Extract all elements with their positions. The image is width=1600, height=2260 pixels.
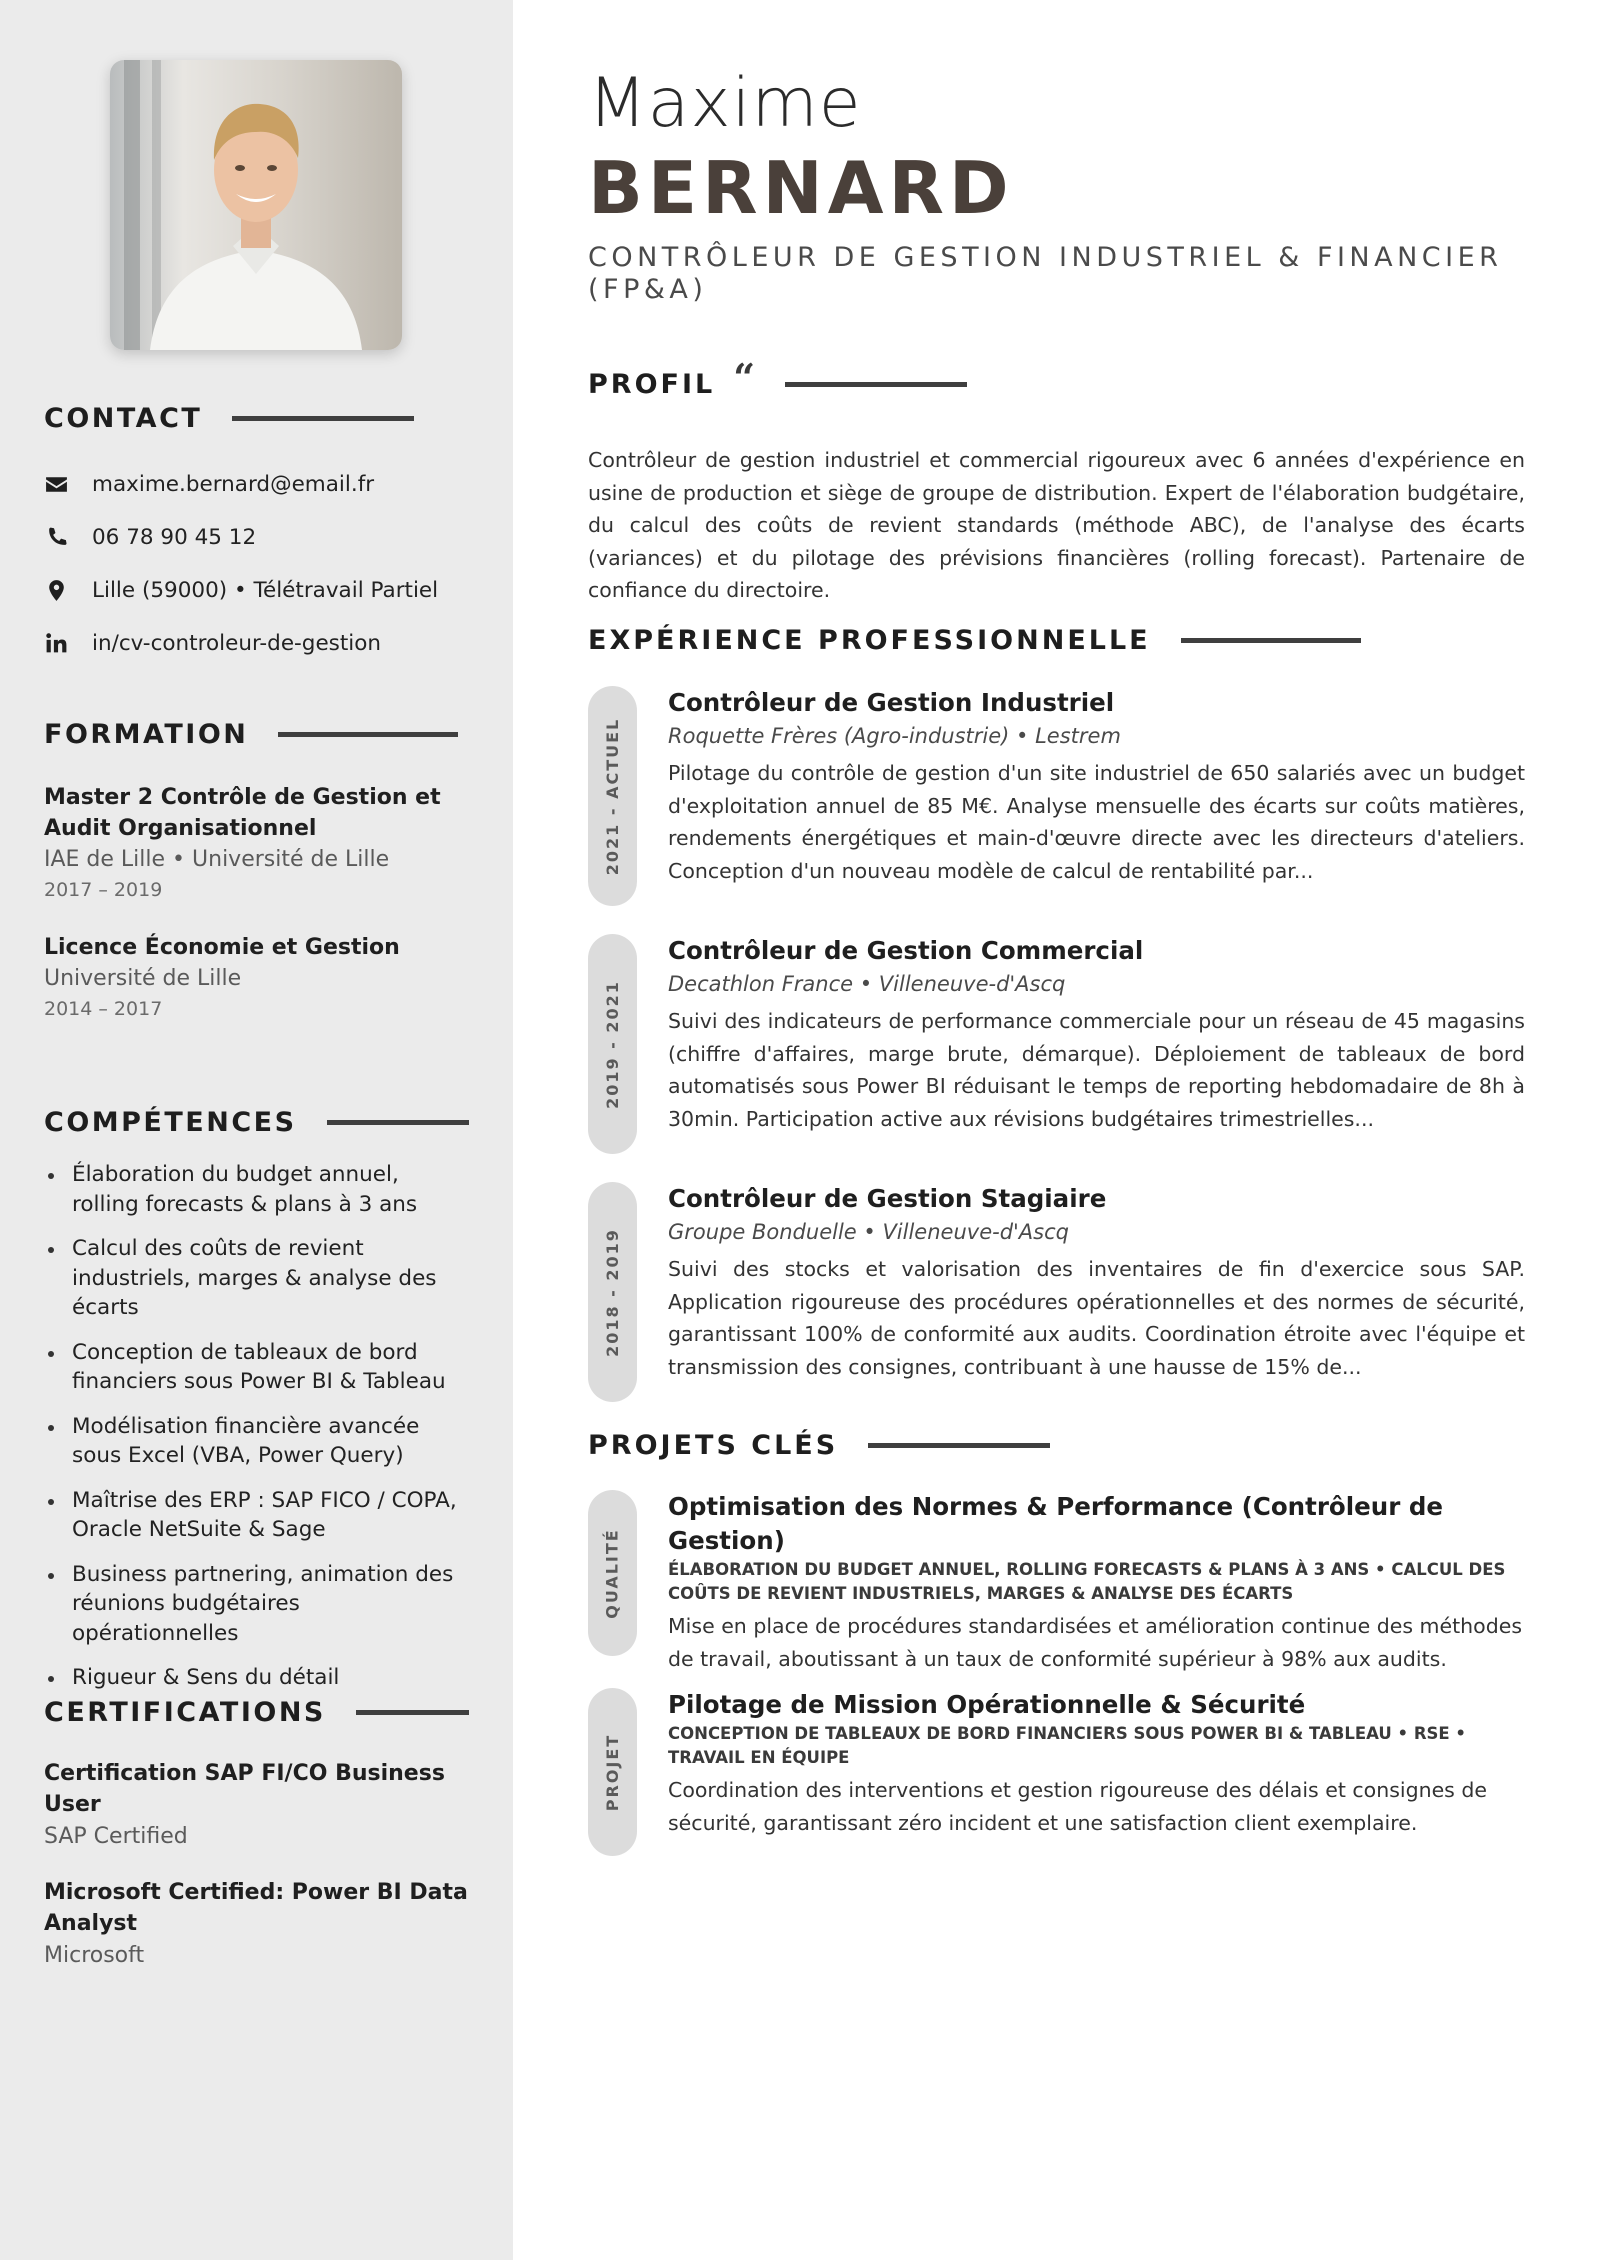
job-title: CONTRÔLEUR DE GESTION INDUSTRIEL & FINANCIER (FP&A) [588,242,1503,305]
degree-title: Licence Économie et Gestion [44,935,400,960]
skills-list [44,1160,469,1693]
certification-title: Certification SAP FI/CO Business User [44,1761,445,1817]
profile-text: Contrôleur de gestion industriel et commercial rigoureux avec 6 années d'expérience en usine de production et siège de groupe de distribution. Expert de l'élaboration budgétaire, du calcul des coûts de revient standards (méthode ABC), de l'analyse des écarts (variances) et du pilotage des prévisions financières (rolling forecast). Partenaire de confiance du directoire. [588,448,1525,602]
experience-title: Contrôleur de Gestion Industriel [668,688,1115,717]
skill-item: Business partnering, animation des réunions budgétaires opérationnelles [44,1560,469,1649]
contact-phone[interactable] [44,511,469,564]
period-label: 2018 - 2019 [603,1227,622,1357]
competences-section [44,1104,469,1708]
experience-title: Contrôleur de Gestion Commercial [668,936,1144,965]
profile-heading: PROFIL [588,368,716,400]
formation-heading: FORMATION [44,718,249,750]
contact-list [44,458,469,670]
experience-company: Decathlon France • Villeneuve-d'Ascq [668,972,1066,996]
project-description: Coordination des interventions et gestion rigoureuse des délais et consignes de sécurité, garantissant zéro incident et une satisfaction client exemplaire. [668,1778,1488,1835]
project-tag: QUALITÉ [603,1527,623,1619]
degree-school: Université de Lille [44,966,242,991]
heading-rule [232,416,414,421]
degree-years: 2017 – 2019 [44,879,163,901]
certification-item [44,1758,469,1853]
projects-heading: PROJETS CLÉS [588,1429,839,1461]
experience-description: Suivi des indicateurs de performance commerciale pour un réseau de 45 magasins (chiffre d'affaires, marge brute, démarque). Déploiement de tableaux de bord automatisés sous Power BI réduisant le temps de reporting hebdomadaire de 8h à 30min. Participation active aux révisions budgétaires trimestrielles... [668,1009,1525,1131]
projects-heading-row [588,1425,1050,1465]
project-description: Mise en place de procédures standardisées et amélioration continue des méthodes de travail, aboutissant à un taux de conformité supérieur à 98% aux audits. [668,1614,1523,1671]
formation-section [44,716,469,1025]
project-skills: ÉLABORATION DU BUDGET ANNUEL, ROLLING FORECASTS & PLANS À 3 ANS • CALCUL DES COÛTS DE REVIENT INDUSTRIELS, MARGES & ANALYSE DES ÉCARTS [668,1560,1506,1603]
profile-photo [110,60,402,350]
certification-issuer: Microsoft [44,1943,145,1968]
heading-rule [785,382,967,387]
contact-heading: CONTACT [44,402,203,434]
skill-item: Maîtrise des ERP : SAP FICO / COPA, Oracle NetSuite & Sage [44,1486,469,1545]
certifications-heading: CERTIFICATIONS [44,1696,326,1728]
competences-heading-row [44,1104,469,1140]
project-skills: CONCEPTION DE TABLEAUX DE BORD FINANCIERS SOUS POWER BI & TABLEAU • RSE • TRAVAIL EN ÉQUIPE [668,1724,1466,1767]
certification-item [44,1877,469,1972]
project-body [668,1490,1525,1675]
experience-company: Roquette Frères (Agro-industrie) • Lestrem [668,724,1121,748]
phone-text[interactable]: 06 78 90 45 12 [92,525,257,550]
period-pill [588,1182,637,1402]
heading-rule [278,732,458,737]
quote-icon: “ [733,354,756,400]
experience-title: Contrôleur de Gestion Stagiaire [668,1184,1107,1213]
heading-rule [356,1710,469,1715]
period-label: 2019 - 2021 [603,979,622,1109]
last-name: BERNARD [588,146,1014,230]
contact-heading-row [44,400,469,436]
degree-school: IAE de Lille • Université de Lille [44,847,390,872]
experience-company: Groupe Bonduelle • Villeneuve-d'Ascq [668,1220,1069,1244]
contact-email[interactable] [44,458,469,511]
project-tag-pill [588,1490,637,1656]
skill-item: Calcul des coûts de revient industriels, marges & analyse des écarts [44,1234,469,1323]
period-label: 2021 - ACTUEL [603,717,622,875]
certification-issuer: SAP Certified [44,1824,188,1849]
formation-item [44,782,469,906]
contact-linkedin[interactable] [44,617,469,670]
skill-item: Élaboration du budget annuel, rolling forecasts & plans à 3 ans [44,1160,469,1219]
main-content [588,0,1528,2260]
degree-title: Master 2 Contrôle de Gestion et Audit Organisationnel [44,785,441,841]
experience-body [668,934,1525,1135]
project-body [668,1688,1525,1839]
heading-rule [327,1120,469,1125]
sidebar [0,0,513,2260]
envelope-icon [44,471,92,499]
certifications-heading-row [44,1694,469,1730]
email-text[interactable]: maxime.bernard@email.fr [92,472,375,497]
formation-heading-row [44,716,469,752]
location-pin-icon [44,577,92,605]
degree-years: 2014 – 2017 [44,998,163,1020]
location-text: Lille (59000) • Télétravail Partiel [92,578,439,603]
linkedin-icon [44,630,92,658]
project-title: Pilotage de Mission Opérationnelle & Sécurité [668,1690,1306,1719]
contact-location [44,564,469,617]
experience-description: Pilotage du contrôle de gestion d'un site industriel de 650 salariés avec un budget d'exploitation annuel de 85 M€. Analyse mensuelle des écarts sur coûts matières, rendements énergétiques et main-d'œuvre directe avec les directeurs d'ateliers. Conception d'un nouveau modèle de calcul de rentabilité par... [668,761,1525,883]
phone-icon [44,524,92,552]
heading-rule [868,1443,1050,1448]
project-tag-pill [588,1688,637,1856]
heading-rule [1181,638,1361,643]
period-pill [588,934,637,1154]
experience-heading-row [588,620,1361,660]
experience-body [668,686,1525,887]
competences-heading: COMPÉTENCES [44,1106,297,1138]
first-name: Maxime [588,64,862,143]
certifications-section [44,1694,469,1972]
experience-description: Suivi des stocks et valorisation des inventaires de fin d'exercice sous SAP. Application rigoureuse des procédures opérationnelles et des normes de sécurité, garantissant 100% de conformité aux audits. Coordination étroite avec l'équipe et transmission des consignes, contribuant à une hausse de 15% de... [668,1257,1525,1379]
period-pill [588,686,637,906]
contact-section [44,400,469,670]
experience-heading: EXPÉRIENCE PROFESSIONNELLE [588,624,1151,656]
skill-item: Conception de tableaux de bord financiers sous Power BI & Tableau [44,1338,469,1397]
formation-item [44,932,469,1025]
certification-title: Microsoft Certified: Power BI Data Analyst [44,1880,468,1936]
skill-item: Modélisation financière avancée sous Excel (VBA, Power Query) [44,1412,469,1471]
profile-heading-row [588,354,967,404]
project-title: Optimisation des Normes & Performance (Contrôleur de Gestion) [668,1492,1443,1555]
experience-body [668,1182,1525,1383]
project-tag: PROJET [603,1733,623,1811]
linkedin-text[interactable]: in/cv-controleur-de-gestion [92,631,382,656]
skill-item: Rigueur & Sens du détail [44,1663,469,1693]
